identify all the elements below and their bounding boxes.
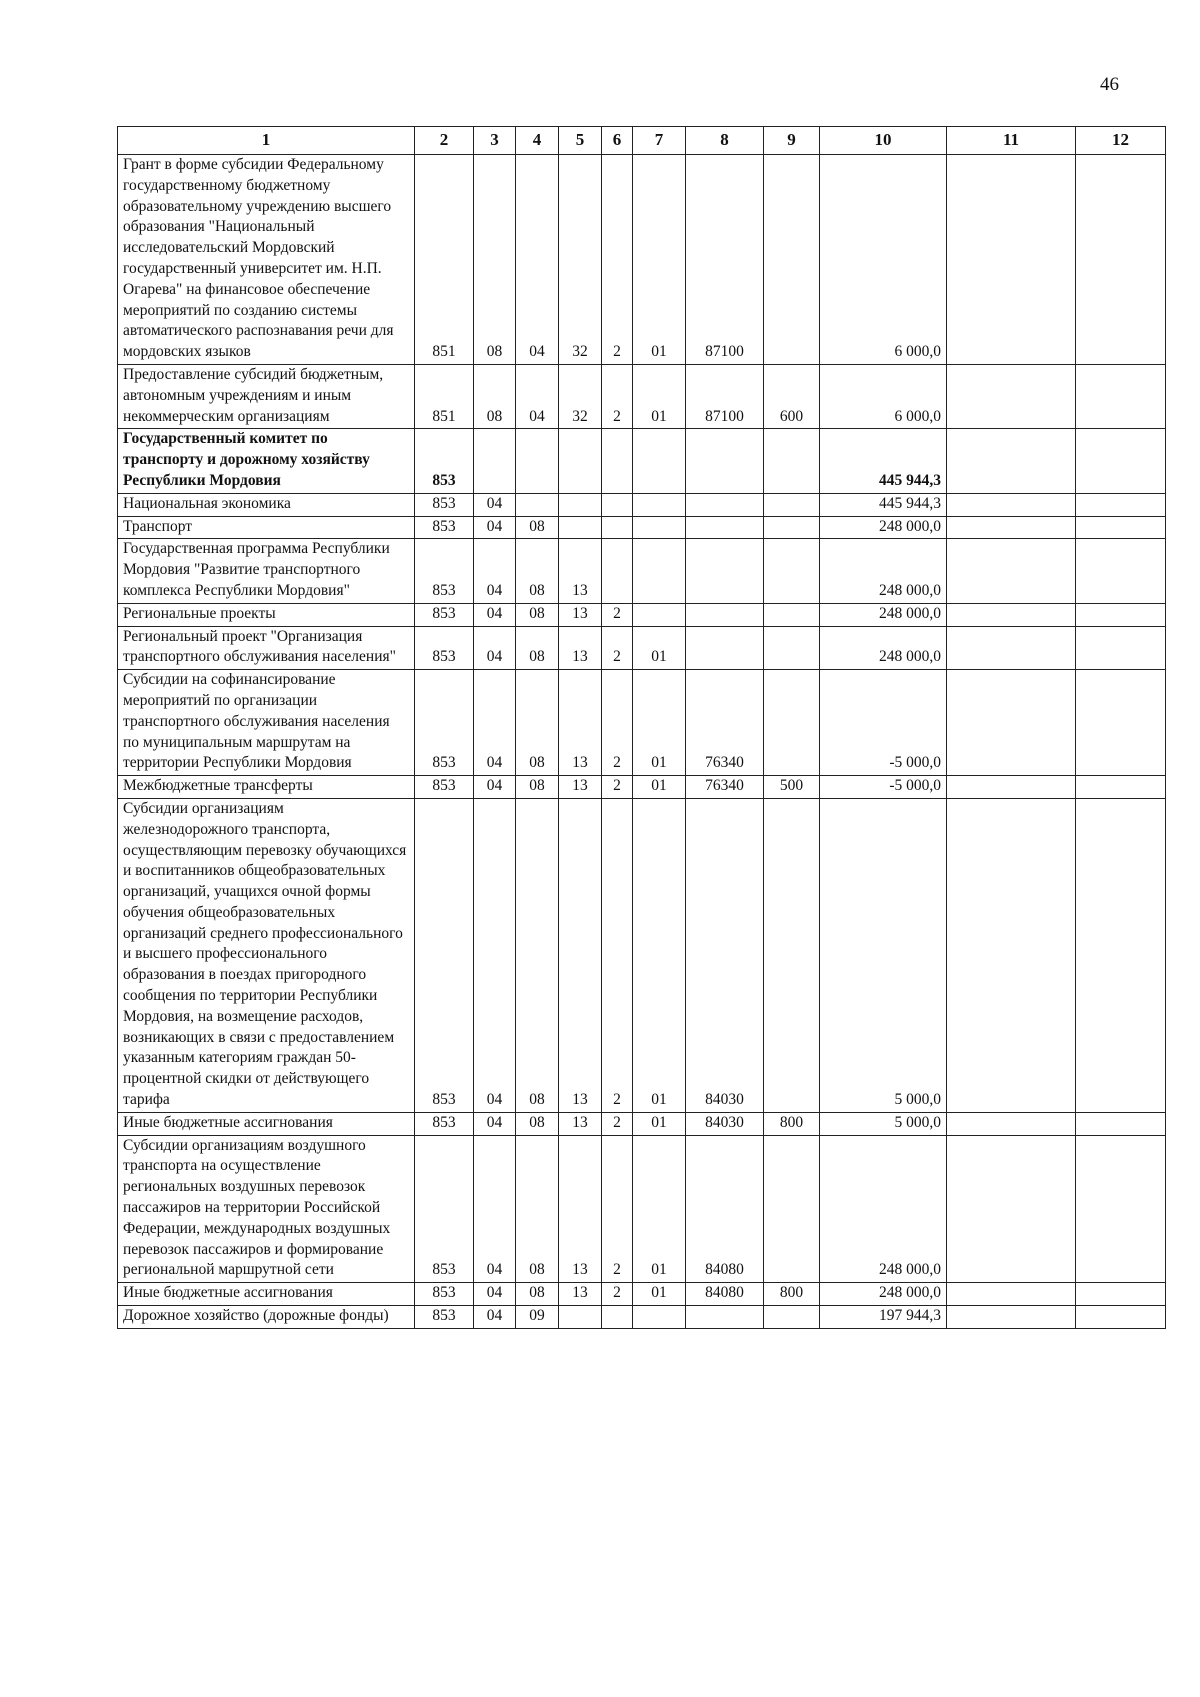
amount-cell-c11 [947,626,1076,670]
code-cell-c2: 853 [415,539,474,603]
code-cell-c6 [602,1306,633,1329]
amount-cell-c12 [1076,493,1166,516]
table-row [118,539,1166,603]
code-cell-c4 [516,493,559,516]
amount-cell-c10: 248 000,0 [820,516,947,539]
code-cell-c4 [516,429,559,493]
code-cell-c6: 2 [602,776,633,799]
code-cell-c7: 01 [633,1135,686,1283]
code-cell-c8: 84080 [686,1283,764,1306]
amount-cell-c11 [947,1112,1076,1135]
table-row [118,429,1166,493]
amount-cell-c11 [947,493,1076,516]
code-cell-c9 [764,516,820,539]
row-name-cell: Иные бюджетные ассигнования [118,1283,415,1306]
code-cell-c3: 04 [474,776,516,799]
code-cell-c8 [686,429,764,493]
code-cell-c7: 01 [633,1283,686,1306]
code-cell-c3: 08 [474,155,516,365]
code-cell-c7 [633,539,686,603]
amount-cell-c12 [1076,1283,1166,1306]
code-cell-c4: 08 [516,539,559,603]
table-row [118,1135,1166,1283]
code-cell-c2: 853 [415,776,474,799]
code-cell-c7: 01 [633,626,686,670]
code-cell-c8 [686,626,764,670]
code-cell-c7: 01 [633,798,686,1112]
amount-cell-c10: 248 000,0 [820,626,947,670]
code-cell-c3: 04 [474,493,516,516]
amount-cell-c10: 248 000,0 [820,1283,947,1306]
code-cell-c8 [686,539,764,603]
code-cell-c9: 800 [764,1112,820,1135]
code-cell-c4: 04 [516,364,559,428]
amount-cell-c11 [947,429,1076,493]
amount-cell-c12 [1076,670,1166,776]
table-row [118,1283,1166,1306]
code-cell-c7: 01 [633,670,686,776]
code-cell-c7 [633,429,686,493]
code-cell-c3: 04 [474,798,516,1112]
amount-cell-c12 [1076,1112,1166,1135]
amount-cell-c10: 6 000,0 [820,364,947,428]
code-cell-c4: 08 [516,1135,559,1283]
column-header: 3 [474,127,516,155]
code-cell-c4: 08 [516,776,559,799]
column-header: 2 [415,127,474,155]
code-cell-c9: 500 [764,776,820,799]
row-name-cell: Грант в форме субсидии Федеральному государственному бюджетному образовательному учреждению высшего образования "Национальный исследовательский Мордовский государственный университет им. Н.П. Огарева" на финансовое обеспечение мероприятий по созданию системы автоматического распознавания речи для мордовских языков [118,155,415,365]
code-cell-c9: 600 [764,364,820,428]
code-cell-c3: 04 [474,603,516,626]
code-cell-c7: 01 [633,1112,686,1135]
amount-cell-c12 [1076,776,1166,799]
code-cell-c9 [764,1135,820,1283]
amount-cell-c11 [947,539,1076,603]
amount-cell-c12 [1076,516,1166,539]
code-cell-c5 [559,493,602,516]
column-header: 7 [633,127,686,155]
table-row [118,516,1166,539]
amount-cell-c10: 248 000,0 [820,1135,947,1283]
code-cell-c5 [559,429,602,493]
code-cell-c7 [633,493,686,516]
row-name-cell: Национальная экономика [118,493,415,516]
table-row [118,798,1166,1112]
code-cell-c7 [633,603,686,626]
amount-cell-c11 [947,1306,1076,1329]
code-cell-c6 [602,516,633,539]
column-header: 9 [764,127,820,155]
amount-cell-c11 [947,155,1076,365]
code-cell-c9 [764,798,820,1112]
table-row [118,1112,1166,1135]
code-cell-c4: 08 [516,670,559,776]
code-cell-c3 [474,429,516,493]
code-cell-c6 [602,539,633,603]
row-name-cell: Государственная программа Республики Мордовия "Развитие транспортного комплекса Республики Мордовия" [118,539,415,603]
code-cell-c2: 853 [415,1135,474,1283]
amount-cell-c12 [1076,1135,1166,1283]
amount-cell-c12 [1076,603,1166,626]
code-cell-c8: 84080 [686,1135,764,1283]
amount-cell-c10: 248 000,0 [820,539,947,603]
column-header: 12 [1076,127,1166,155]
code-cell-c9 [764,493,820,516]
code-cell-c6: 2 [602,670,633,776]
row-name-cell: Субсидии на софинансирование мероприятий по организации транспортного обслуживания населения по муниципальным маршрутам на территории Республики Мордовия [118,670,415,776]
code-cell-c8 [686,493,764,516]
table-row [118,364,1166,428]
code-cell-c4: 04 [516,155,559,365]
code-cell-c6: 2 [602,155,633,365]
header-row [118,127,1166,155]
code-cell-c7 [633,516,686,539]
code-cell-c3: 04 [474,516,516,539]
table-row [118,603,1166,626]
code-cell-c9: 800 [764,1283,820,1306]
code-cell-c3: 04 [474,1112,516,1135]
code-cell-c9 [764,539,820,603]
code-cell-c2: 853 [415,798,474,1112]
code-cell-c5: 13 [559,1135,602,1283]
amount-cell-c10: 197 944,3 [820,1306,947,1329]
column-header: 4 [516,127,559,155]
code-cell-c2: 853 [415,626,474,670]
code-cell-c8: 76340 [686,776,764,799]
code-cell-c9 [764,429,820,493]
code-cell-c5: 32 [559,155,602,365]
row-name-cell: Иные бюджетные ассигнования [118,1112,415,1135]
code-cell-c8: 84030 [686,1112,764,1135]
code-cell-c7: 01 [633,155,686,365]
code-cell-c6: 2 [602,364,633,428]
row-name-cell: Субсидии организациям железнодорожного транспорта, осуществляющим перевозку обучающихся и воспитанников общеобразовательных организаций, учащихся очной формы обучения общеобразовательных организаций среднего профессионального и высшего профессионального образования в поездах пригородного сообщения по территории Республики Мордовия, на возмещение расходов, возникающих в связи с предоставлением указанным категориям граждан 50-процентной скидки от действующего тарифа [118,798,415,1112]
row-name-cell: Транспорт [118,516,415,539]
amount-cell-c10: 5 000,0 [820,798,947,1112]
code-cell-c3: 04 [474,1135,516,1283]
code-cell-c5: 13 [559,539,602,603]
code-cell-c9 [764,670,820,776]
code-cell-c2: 853 [415,429,474,493]
amount-cell-c11 [947,776,1076,799]
amount-cell-c10: 6 000,0 [820,155,947,365]
code-cell-c6: 2 [602,1112,633,1135]
code-cell-c2: 853 [415,1112,474,1135]
column-header: 11 [947,127,1076,155]
amount-cell-c12 [1076,155,1166,365]
table-body [118,155,1166,1329]
code-cell-c2: 851 [415,155,474,365]
table-row [118,626,1166,670]
amount-cell-c12 [1076,1306,1166,1329]
code-cell-c6: 2 [602,798,633,1112]
row-name-cell: Региональный проект "Организация транспортного обслуживания населения" [118,626,415,670]
code-cell-c8 [686,516,764,539]
amount-cell-c12 [1076,798,1166,1112]
amount-cell-c10: 248 000,0 [820,603,947,626]
code-cell-c5: 13 [559,776,602,799]
code-cell-c9 [764,603,820,626]
column-header: 5 [559,127,602,155]
amount-cell-c10: 445 944,3 [820,493,947,516]
code-cell-c2: 853 [415,493,474,516]
column-header: 10 [820,127,947,155]
code-cell-c5: 13 [559,798,602,1112]
table-header [118,127,1166,155]
amount-cell-c11 [947,798,1076,1112]
code-cell-c2: 851 [415,364,474,428]
code-cell-c3: 04 [474,1306,516,1329]
code-cell-c2: 853 [415,603,474,626]
table-row [118,493,1166,516]
code-cell-c5: 13 [559,1112,602,1135]
code-cell-c9 [764,626,820,670]
amount-cell-c12 [1076,429,1166,493]
amount-cell-c10: -5 000,0 [820,776,947,799]
code-cell-c7 [633,1306,686,1329]
code-cell-c3: 04 [474,670,516,776]
amount-cell-c12 [1076,626,1166,670]
code-cell-c6 [602,429,633,493]
code-cell-c3: 04 [474,626,516,670]
budget-table [117,126,1166,1329]
code-cell-c5: 13 [559,603,602,626]
code-cell-c3: 08 [474,364,516,428]
table-row [118,155,1166,365]
code-cell-c4: 08 [516,798,559,1112]
amount-cell-c10: 445 944,3 [820,429,947,493]
row-name-cell: Дорожное хозяйство (дорожные фонды) [118,1306,415,1329]
amount-cell-c11 [947,1283,1076,1306]
code-cell-c8: 87100 [686,364,764,428]
code-cell-c2: 853 [415,1283,474,1306]
code-cell-c7: 01 [633,776,686,799]
table-row [118,1306,1166,1329]
column-header: 1 [118,127,415,155]
code-cell-c4: 08 [516,1112,559,1135]
amount-cell-c11 [947,1135,1076,1283]
column-header: 6 [602,127,633,155]
code-cell-c7: 01 [633,364,686,428]
code-cell-c3: 04 [474,539,516,603]
amount-cell-c10: -5 000,0 [820,670,947,776]
amount-cell-c11 [947,364,1076,428]
page-number: 46 [1100,74,1119,95]
code-cell-c6: 2 [602,626,633,670]
code-cell-c5: 13 [559,670,602,776]
table-row [118,670,1166,776]
amount-cell-c11 [947,670,1076,776]
code-cell-c6 [602,493,633,516]
row-name-cell: Региональные проекты [118,603,415,626]
code-cell-c8 [686,1306,764,1329]
code-cell-c5 [559,516,602,539]
code-cell-c4: 08 [516,1283,559,1306]
code-cell-c5: 13 [559,1283,602,1306]
table-row [118,776,1166,799]
column-header: 8 [686,127,764,155]
code-cell-c9 [764,1306,820,1329]
amount-cell-c11 [947,603,1076,626]
row-name-cell: Субсидии организациям воздушного транспорта на осуществление региональных воздушных перевозок пассажиров на территории Российской Федерации, международных воздушных перевозок пассажиров и формирование региональной маршрутной сети [118,1135,415,1283]
code-cell-c5: 32 [559,364,602,428]
code-cell-c4: 09 [516,1306,559,1329]
code-cell-c9 [764,155,820,365]
code-cell-c6: 2 [602,1283,633,1306]
code-cell-c8 [686,603,764,626]
row-name-cell: Предоставление субсидий бюджетным, автономным учреждениям и иным некоммерческим организациям [118,364,415,428]
code-cell-c4: 08 [516,603,559,626]
code-cell-c3: 04 [474,1283,516,1306]
amount-cell-c11 [947,516,1076,539]
code-cell-c6: 2 [602,603,633,626]
amount-cell-c10: 5 000,0 [820,1112,947,1135]
code-cell-c4: 08 [516,626,559,670]
code-cell-c2: 853 [415,516,474,539]
code-cell-c8: 76340 [686,670,764,776]
row-name-cell: Государственный комитет по транспорту и дорожному хозяйству Республики Мордовия [118,429,415,493]
code-cell-c5: 13 [559,626,602,670]
code-cell-c8: 84030 [686,798,764,1112]
amount-cell-c12 [1076,539,1166,603]
code-cell-c4: 08 [516,516,559,539]
row-name-cell: Межбюджетные трансферты [118,776,415,799]
code-cell-c6: 2 [602,1135,633,1283]
amount-cell-c12 [1076,364,1166,428]
code-cell-c5 [559,1306,602,1329]
code-cell-c8: 87100 [686,155,764,365]
code-cell-c2: 853 [415,670,474,776]
code-cell-c2: 853 [415,1306,474,1329]
